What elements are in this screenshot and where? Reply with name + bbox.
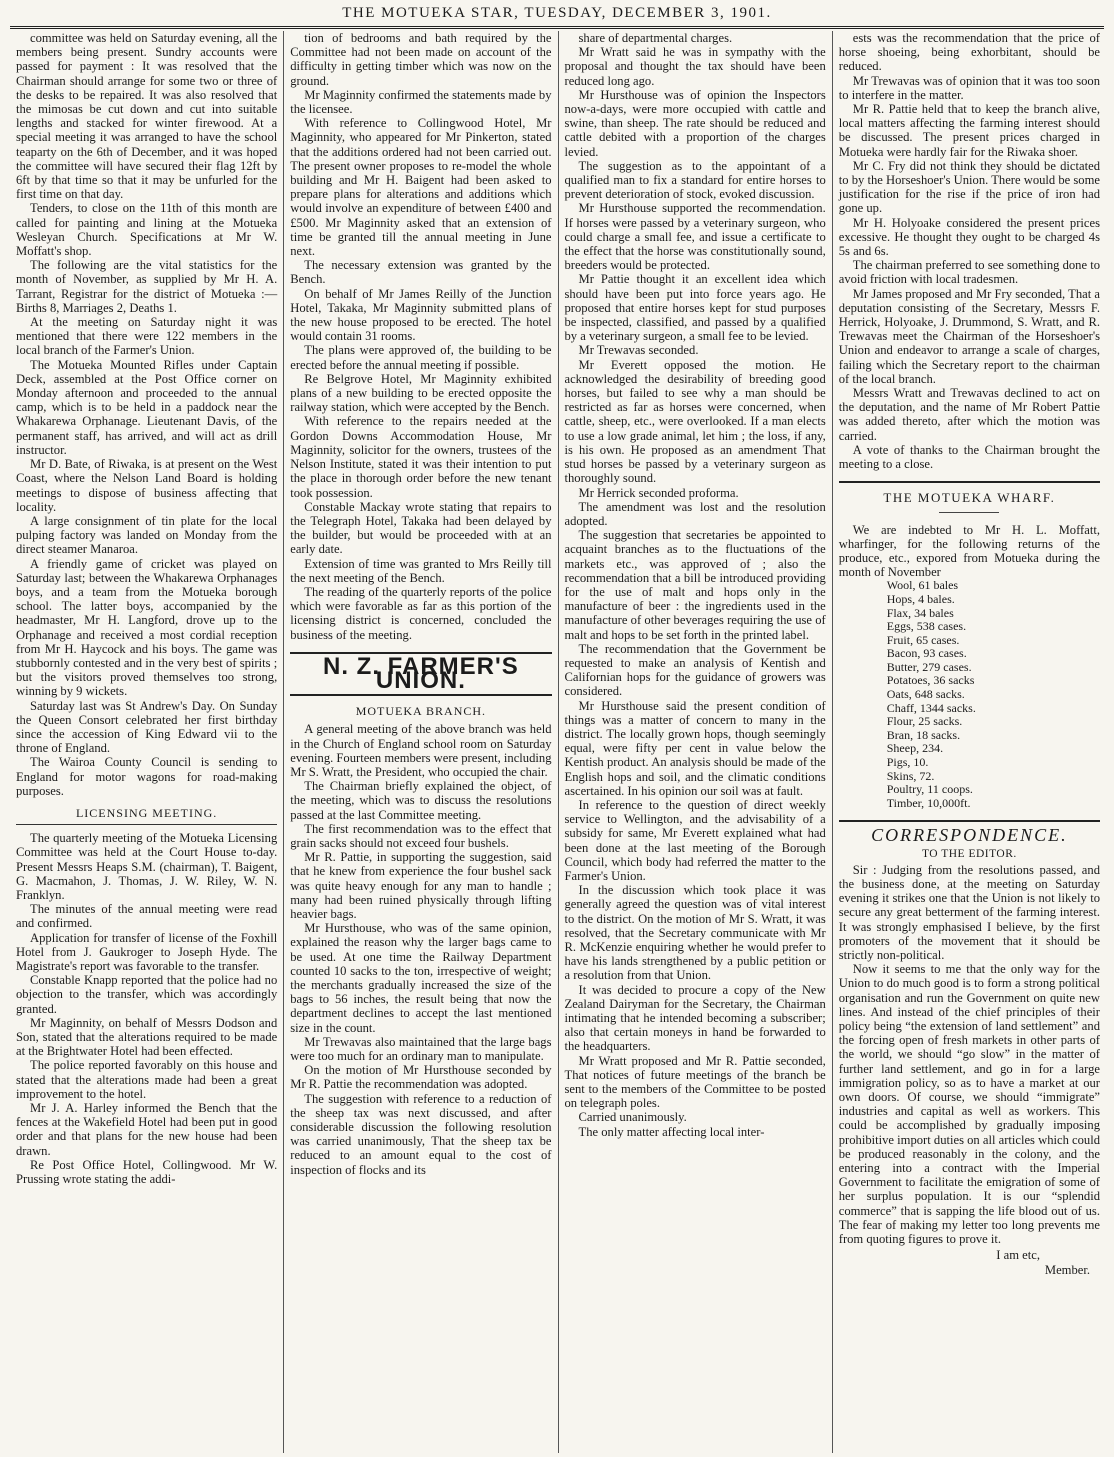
paragraph: Mr Hursthouse said the present condition of things was a matter of concern to many in the district. The locally grown hops, though seemingly equal, were fifty per cent in value below the Kentish product. An analysis should be made of the English hops and soil, and the climatic conditions ascertained. In his opinion our soil was at fault. bbox=[564, 698, 826, 798]
paragraph: Mr C. Fry did not think they should be dictated to by the Horseshoer's Union. There would be some justification for the rise if the price of iron had gone up. bbox=[838, 158, 1100, 216]
wharf-returns-list bbox=[887, 579, 1100, 810]
paragraph: Mr Hursthouse, who was of the same opinion, explained the reason why the larger bags came to be used. At one time the Railway Department counted 10 sacks to the ton, irrespective of weight; the merchants gradually increased the size of the bags to 56 inches, the result being that now the department declines to accept the last mentioned size in the count. bbox=[290, 921, 552, 1035]
paragraph: With reference to Collingwood Hotel, Mr Maginnity, who appeared for Mr Pinkerton, stated that the additions ordered had not been carried out. The present owner proposes to re-model the whole building and Mr H. Baigent had been asked to prepare plans for alterations and additions which would involve an expenditure of between £400 and £500. Mr Maginnity asked that an extension of time be granted till the annual meeting in June next. bbox=[290, 116, 552, 259]
wharf-item: Flour, 25 sacks. bbox=[886, 714, 963, 729]
paragraph: A general meeting of the above branch was held in the Church of England school room on Saturday evening. Fourteen members were present, including Mr S. Wratt, the President, who occupied the chair. bbox=[290, 722, 552, 779]
paragraph: The police reported favorably on this house and stated that the alterations made had been a great improvement to the hotel. bbox=[16, 1058, 278, 1101]
paragraph: On the motion of Mr Hursthouse seconded by Mr R. Pattie the recommendation was adopted. bbox=[290, 1063, 552, 1092]
paragraph: In the discussion which took place it was generally agreed the question was of vital interest to the district. On the motion of Mr S. Wratt, it was resolved, that the Secretary communicate with Mr R. McKenzie enquiring whether he would prefer to have his lands strengthened by a public petition or a resolution from that Union. bbox=[564, 883, 826, 983]
paragraph: Mr Hursthouse was of opinion the Inspectors now-a-days, were more occupied with cattle and swine, than sheep. The rate should be reduced and cattle debited with a proportion of the charges levied. bbox=[564, 87, 826, 159]
paragraph: A vote of thanks to the Chairman brought the meeting to a close. bbox=[838, 442, 1100, 472]
paragraph: committee was held on Saturday evening, all the members being present. Sundry accounts were passed for payment : It was resolved that the Chairman should arrange for some two or three of the desks to be repaired. It was also resolved that the mimosas be cut down and cut into suitable lengths and stacked for winter firewood. At a special meeting it was arranged to have the school teaparty on the 6th of December, and it was hoped the committee will have secured their flag 12ft by 6ft by that time so that it may be unfurled for the first time on that day. bbox=[16, 31, 278, 202]
column-2 bbox=[284, 31, 558, 1453]
paragraph: Mr J. A. Harley informed the Bench that the fences at the Wakefield Hotel had been put in good order and that plans for the new house had been drawn. bbox=[16, 1101, 278, 1158]
paragraph: Tenders, to close on the 11th of this month are called for painting and lining at the Motueka Wesleyan Church. Specifications at Mr W. Moffatt's shop. bbox=[16, 201, 278, 259]
paragraph: The necessary extension was granted by the Bench. bbox=[290, 258, 552, 287]
wharf-item: Bran, 18 sacks. bbox=[886, 727, 961, 742]
paragraph: Mr James proposed and Mr Fry seconded, That a deputation consisting of the Secretary, Messrs F. Herrick, Holyoake, J. Drummond, S. Wratt, and R. Trewavas meet the Chairman of the Horseshoer's Union and endeavor to arrange a scale of charges, failing which the Secretary report to the chairman of the local branch. bbox=[838, 286, 1100, 386]
columns bbox=[10, 31, 1106, 1453]
paragraph: Now it seems to me that the only way for the Union to do much good is to form a strong political organisation and run the Government on quite new lines. And instead of the chief principles of their policy being “the extension of land settlement” and the forcing open of fresh markets in other parts of the world, we should “go slow” in the matter of further land settlement, and go in for a large immigration policy, so as to have a market at our own doors. Of course, we should “immigrate” industries and capital as well as workers. This could be accomplished by gradually imposing prohibitive import duties on all articles which could be produced reasonably in the colony, and the entering into a contract with the Imperial Government to facilitate the emigration of some of her surplus population. It is our “splendid commerce” that is sapping the life blood out of us. The fear of making my letter too long prevents me from quoting figures to prove it. bbox=[838, 962, 1101, 1247]
paragraph: Mr Hursthouse supported the recommendation. If horses were passed by a veterinary surgeon, who could charge a small fee, and issue a certificate to the effect that the horse was constitutionally sound, breeders would be protected. bbox=[564, 201, 826, 273]
paragraph: The only matter affecting local inter- bbox=[578, 1124, 765, 1139]
paragraph: Messrs Wratt and Trewavas declined to act on the deputation, and the name of Mr Robert Pattie was added thereto, after which the motion was carried. bbox=[838, 386, 1100, 443]
paragraph: tion of bedrooms and bath required by the Committee had not been made on account of the difficulty in getting timber which was now on the ground. bbox=[290, 31, 552, 88]
wharf-item: Sheep, 234. bbox=[886, 741, 944, 756]
wharf-item: Eggs, 538 cases. bbox=[886, 619, 967, 634]
paragraph: Re Post Office Hotel, Collingwood. Mr W. Prussing wrote stating the addi- bbox=[16, 1157, 278, 1187]
paragraph: The chairman preferred to see something done to avoid friction with local tradesmen. bbox=[838, 258, 1100, 287]
paragraph: Carried unanimously. bbox=[578, 1110, 687, 1125]
wharf-item: Butter, 279 cases. bbox=[886, 659, 972, 674]
licensing-article-continued bbox=[290, 31, 551, 642]
letter-body bbox=[839, 863, 1100, 1246]
paragraph: On behalf of Mr James Reilly of the Junction Hotel, Takaka, Mr Maginnity submitted plans of the new house proposed to be erected. The hotel would contain 31 rooms. bbox=[290, 286, 552, 344]
paragraph: ests was the recommendation that the price of horse shoeing, being exhorbitant, should be reduced. bbox=[838, 31, 1100, 74]
paragraph: Re Belgrove Hotel, Mr Maginnity exhibited plans of a new building to be erected opposite the railway station, which were accepted by the Bench. bbox=[290, 371, 552, 415]
wharf-item: Flax, 34 bales bbox=[886, 605, 954, 620]
wharf-item: Poultry, 11 coops. bbox=[886, 782, 973, 797]
farmers-union-heading: N. Z. FARMER'S UNION. bbox=[290, 652, 551, 696]
wharf-item: Oats, 648 sacks. bbox=[886, 687, 965, 702]
paragraph: A large consignment of tin plate for the local pulping factory was landed on Monday from the direct steamer Manaroa. bbox=[16, 513, 278, 557]
paragraph: The reading of the quarterly reports of the police which were favorable as far as this portion of the licensing district is concerned, concluded the business of the meeting. bbox=[290, 584, 552, 642]
divider bbox=[939, 512, 999, 513]
column-4 bbox=[833, 31, 1106, 1453]
correspondence-heading: CORRESPONDENCE. bbox=[839, 820, 1100, 842]
paragraph: Mr Maginnity, on behalf of Messrs Dodson and Son, stated that the alterations required to be made at the Brightwater Hotel had been effected. bbox=[16, 1015, 278, 1059]
wharf-intro: We are indebted to Mr H. L. Moffatt, wharfinger, for the following returns of the produce, etc., expored from Motueka during the month of November bbox=[838, 522, 1100, 580]
paragraph: The Chairman briefly explained the object, of the meeting, which was to discuss the resolutions passed at the last Committee meeting. bbox=[290, 779, 552, 822]
wharf-item: Chaff, 1344 sacks. bbox=[886, 700, 976, 715]
paragraph: Mr Wratt said he was in sympathy with the proposal and thought the tax should have been reduced long ago. bbox=[564, 45, 826, 88]
paragraph: Mr Pattie thought it an excellent idea which should have been put into force years ago. He proposed that entire horses kept for stud purposes be inspected, classified, and passed by a qualified by a veterinary surgeon, a small fee to be levied. bbox=[564, 272, 826, 344]
licensing-heading: LICENSING MEETING. bbox=[16, 806, 277, 825]
paragraph: At the meeting on Saturday night it was mentioned that there were 122 members in the local branch of the Farmer's Union. bbox=[16, 315, 278, 358]
local-news bbox=[16, 31, 277, 798]
column-1 bbox=[10, 31, 284, 1453]
paragraph: Mr Trewavas was of opinion that it was too soon to interfere in the matter. bbox=[838, 73, 1100, 102]
paragraph: In reference to the question of direct weekly service to Wellington, and the advisability of a subsidy for same, Mr Everett explained what had been done at the last meeting of the Borough Council, which body had referred the matter to the Farmer's Union. bbox=[564, 797, 826, 883]
wharf-heading: THE MOTUEKA WHARF. bbox=[839, 481, 1100, 505]
paragraph: The recommendation that the Government be requested to make an analysis of Kentish and Californian hops for the guidance of growers was considered. bbox=[564, 641, 826, 699]
farmers-union-article-end bbox=[839, 31, 1100, 471]
wharf-item: Pigs, 10. bbox=[886, 755, 929, 770]
branch-heading: MOTUEKA BRANCH. bbox=[355, 704, 487, 719]
paragraph: The quarterly meeting of the Motueka Licensing Committee was held at the Court House to-day. Present Messrs Heaps S.M. (chairman), T. Baigent, G. Macmahon, J. Thomas, J. W. Riley, W. N. Franklyn. bbox=[16, 831, 278, 902]
paragraph: Application for transfer of license of the Foxhill Hotel from J. Gaukroger to Joseph Hyde. The Magistrate's report was favorable to the transfer. bbox=[16, 930, 278, 973]
paragraph: Mr Trewavas seconded. bbox=[578, 343, 699, 358]
column-3 bbox=[559, 31, 833, 1453]
to-the-editor-heading: TO THE EDITOR. bbox=[921, 847, 1017, 860]
paragraph: The Motueka Mounted Rifles under Captain Deck, assembled at the Post Office corner on Monday afternoon and proceeded to the annual camp, which is to be held in a paddock near the Whakarewa Orphanage. Lieutenant Davis, of the permanent staff, has arrived, and will act as drill instructor. bbox=[16, 357, 278, 457]
paragraph: The suggestion with reference to a reduction of the sheep tax was next discussed, and after considerable discussion the following resolution was carried unanimously, That the sheep tax be reduced to an amount equal to the cost of inspection of flocks and its bbox=[290, 1091, 552, 1177]
paragraph: The first recommendation was to the effect that grain sacks should not exceed four bushels. bbox=[290, 821, 552, 850]
licensing-article bbox=[16, 831, 277, 1186]
paragraph: Constable Knapp reported that the police had no objection to the transfer, which was accordingly granted. bbox=[16, 973, 278, 1016]
signature: Member. bbox=[1044, 1262, 1090, 1277]
wharf-item: Timber, 10,000ft. bbox=[886, 795, 971, 810]
paragraph: Mr Everett opposed the motion. He acknowledged the desirability of breeding good horses, but failed to see why a man should be restricted as far as horses were concerned, when cattle, sheep, etc., were overlooked. If a man elects to use a low grade animal, let him ; the loss, if any, is his own. He proposed as an amendment That stud horses be passed by a veterinary surgeon as thoroughly sound. bbox=[564, 357, 826, 486]
paragraph: The suggestion that secretaries be appointed to acquaint branches as to the fluctuations of the markets etc., was approved of ; also the recommendation that a bill be introduced providing for the use of malt and hops only in the manufacture of beer : the ingredients used in the manufacture of other beverages requiring the use of malt and hops to be set forth in the printed label. bbox=[564, 528, 826, 642]
paragraph: Constable Mackay wrote stating that repairs to the Telegraph Hotel, Takaka had been delayed by the builder, but would be proceeded with at an early date. bbox=[290, 499, 552, 557]
paragraph: Sir : Judging from the resolutions passed, and the business done, at the meeting on Saturday evening it strikes one that the Union is not likely to secure any great betterment of the farming interest. It was strongly emphasised I believe, by the first promoters of the movement that it should be strictly non-political. bbox=[838, 862, 1100, 963]
sign-off: I am etc, bbox=[996, 1248, 1040, 1263]
paragraph: The plans were approved of, the building to be erected before the annual meeting if possible. bbox=[290, 343, 552, 372]
paragraph: A friendly game of cricket was played on Saturday last; between the Whakarewa Orphanages boys, and a team from the Motueka borough school. The latter boys, accompanied by the headmaster, Mr H. Langford, drove up to the Orphanage and received a most cordial reception from Mr H. Haycock and his boys. The game was stubbornly contested and in the very best of spirits ; but the visitors proved themselves too strong, winning by 9 wickets. bbox=[16, 556, 278, 699]
wharf-item: Potatoes, 36 sacks bbox=[886, 673, 975, 688]
farmers-union-article-continued bbox=[565, 31, 826, 1139]
paragraph: Mr R. Pattie, in supporting the suggestion, said that he knew from experience the four bushel sack was quite heavy enough for any man to handle ; many had been ruined physically through lifting heavier bags. bbox=[290, 850, 552, 921]
masthead-rule bbox=[10, 26, 1104, 29]
paragraph: Mr H. Holyoake considered the present prices excessive. He thought they ought to be charged 4s 5s and 6s. bbox=[838, 215, 1100, 259]
paragraph: The following are the vital statistics for the month of November, as supplied by Mr H. A. Tarrant, Registrar for the district of Motueka :—Births 8, Marriages 2, Deaths 1. bbox=[16, 258, 278, 315]
paragraph: Mr R. Pattie held that to keep the branch alive, local matters affecting the farming interest should be discussed. The present prices charged in Motueka were hardly fair for the Riwaka shoer. bbox=[838, 102, 1100, 159]
paragraph: The amendment was lost and the resolution adopted. bbox=[564, 499, 826, 528]
paragraph: The suggestion as to the appointant of a qualified man to fix a standard for entire horses to prevent deterioration of stock, evoked discussion. bbox=[564, 158, 826, 202]
paragraph: With reference to the repairs needed at the Gordon Downs Accommodation House, Mr Maginnity, solicitor for the owners, trustees of the Nelson Institute, stated it was their intention to put the place in thorough order before the new tenant took possession. bbox=[290, 414, 552, 500]
paragraph: Mr Trewavas also maintained that the large bags were too much for an ordinary man to manipulate. bbox=[290, 1034, 552, 1064]
masthead: THE MOTUEKA STAR, TUESDAY, DECEMBER 3, 1901. bbox=[342, 5, 772, 21]
paragraph: Mr Maginnity confirmed the statements made by the licensee. bbox=[290, 87, 552, 117]
wharf-item: Bacon, 93 cases. bbox=[886, 646, 967, 661]
wharf-item: Fruit, 65 cases. bbox=[886, 632, 960, 647]
paragraph: Extension of time was granted to Mrs Reilly till the next meeting of the Bench. bbox=[290, 556, 552, 585]
paragraph: It was decided to procure a copy of the New Zealand Dairyman for the Secretary, the Chairman intimating that he intended becoming a subscriber; also that certain moneys in hand be forwarded to the headquarters. bbox=[564, 982, 826, 1054]
paragraph: Mr Herrick seconded proforma. bbox=[578, 485, 739, 500]
paragraph: Mr D. Bate, of Riwaka, is at present on the West Coast, where the Nelson Land Board is holding meetings to dispose of business affecting that locality. bbox=[16, 457, 278, 514]
paragraph: Saturday last was St Andrew's Day. On Sunday the Queen Consort celebrated her first birthday since the accession of King Edward vii to the throne of England. bbox=[16, 698, 278, 756]
paragraph: share of departmental charges. bbox=[578, 31, 733, 45]
wharf-item: Hops, 4 bales. bbox=[886, 591, 955, 606]
paragraph: The Wairoa County Council is sending to England for motor wagons for road-making purposes. bbox=[16, 755, 278, 798]
paragraph: Mr Wratt proposed and Mr R. Pattie seconded, That notices of future meetings of the branch be sent to the members of the Committee to be posted on telegraph poles. bbox=[564, 1053, 826, 1111]
farmers-union-article bbox=[290, 722, 551, 1177]
wharf-item: Skins, 72. bbox=[886, 768, 935, 783]
wharf-item: Wool, 61 bales bbox=[886, 578, 959, 593]
paragraph: The minutes of the annual meeting were read and confirmed. bbox=[16, 902, 278, 931]
